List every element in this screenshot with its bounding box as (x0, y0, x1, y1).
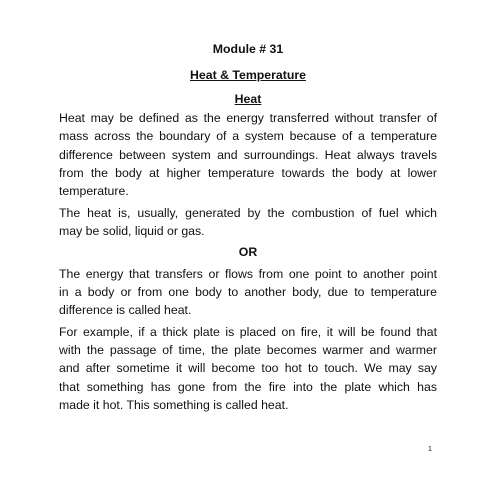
paragraph-line: from the body at higher temperature towards the body at lower (59, 166, 437, 180)
paragraph-line: may be solid, liquid or gas. (59, 224, 205, 238)
paragraph-line: For example, if a thick plate is placed on fire, it will be found that (59, 325, 437, 339)
paragraph-line: mass across the boundary of a system because of a temperature (59, 129, 437, 143)
paragraph-line: with the passage of time, the plate becomes warmer and warmer (59, 343, 437, 357)
paragraph-line: made it hot. This something is called heat. (59, 398, 289, 412)
paragraph-line: The heat is, usually, generated by the combustion of fuel which (59, 206, 437, 220)
paragraph-line: The energy that transfers or flows from one point to another point (59, 267, 437, 281)
subheading-heat: Heat (234, 92, 262, 106)
paragraph-line: temperature. (59, 184, 129, 198)
paragraph-line: difference is called heat. (59, 303, 192, 317)
section-title: Heat & Temperature (190, 68, 306, 82)
paragraph-line: in a body or from one body to another body, due to temperature (59, 285, 437, 299)
paragraph-line: that something has gone from the fire into the plate which has (59, 380, 437, 394)
paragraph-line: Heat may be defined as the energy transferred without transfer of (59, 111, 437, 125)
paragraph-line: and after sometime it will become too hot to touch. We may say (59, 361, 437, 375)
page-number: 1 (428, 446, 432, 453)
paragraph-line: difference between system and surroundings. Heat always travels (59, 148, 437, 162)
or-divider: OR (238, 245, 258, 259)
module-title: Module # 31 (212, 42, 284, 56)
